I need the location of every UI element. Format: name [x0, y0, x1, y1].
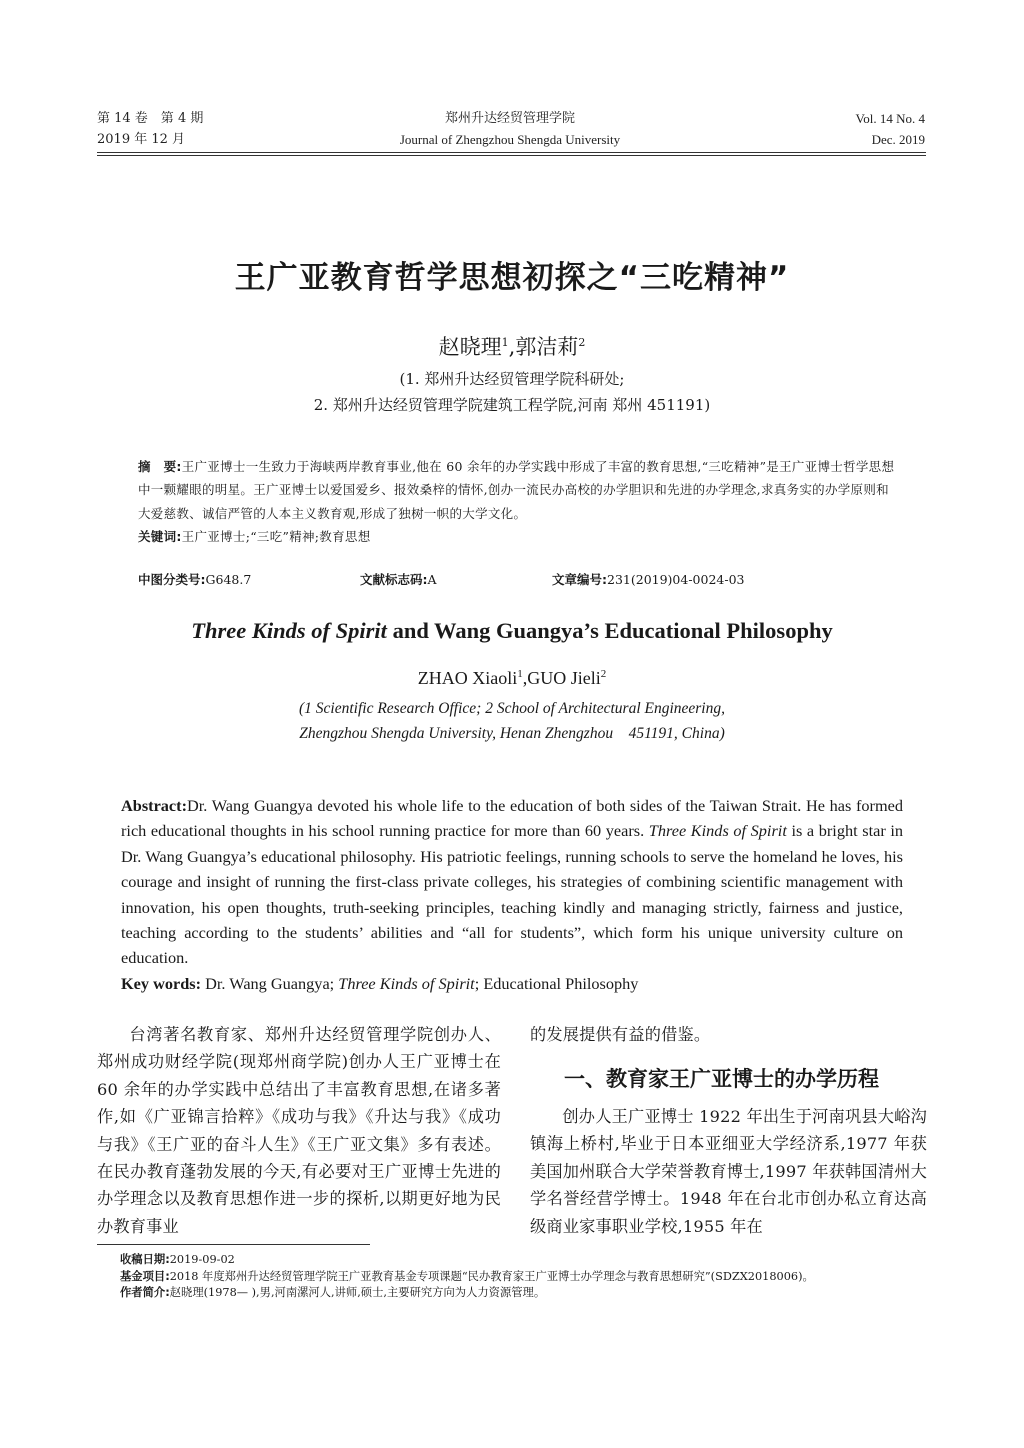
article-title-en-rest: and Wang Guangya’s Educational Philosophy — [386, 618, 833, 643]
author-2-en-sup: 2 — [600, 668, 607, 680]
received-value: 2019-09-02 — [169, 1253, 235, 1266]
keywords-cn-text: 王广亚博士;“三吃”精神;教育思想 — [181, 528, 371, 544]
affiliation-en-line2: Zhengzhou Shengda University, Henan Zhengzhou 451191, China) — [299, 725, 725, 742]
header-volume-block — [97, 108, 203, 150]
author-separator-cn: , — [508, 335, 516, 359]
header-rule-top — [97, 152, 926, 153]
author-bio-value: 赵晓理(1978— ),男,河南漯河人,讲师,硕士,主要研究方向为人力资源管理。 — [169, 1286, 546, 1299]
affiliation-cn-line1: (1. 郑州升达经贸管理学院科研处; — [399, 370, 625, 388]
document-code — [360, 570, 437, 590]
footnote-received — [120, 1252, 930, 1269]
header-journal-block — [300, 108, 720, 150]
keywords-en-k1: Dr. Wang Guangya; — [205, 973, 339, 993]
article-title-en — [0, 618, 1024, 644]
affiliation-cn-line2: 2. 郑州升达经贸管理学院建筑工程学院,河南 郑州 451191) — [313, 396, 711, 414]
clc-number — [138, 570, 251, 590]
section-heading: 一、教育家王广亚博士的办学历程 — [564, 1067, 879, 1091]
abstract-en-label: Abstract: — [121, 796, 188, 815]
keywords-en-k2: Three Kinds of Spirit — [338, 973, 475, 993]
author-2-cn-sup: 2 — [578, 336, 586, 349]
affiliation-en-line1: (1 Scientific Research Office; 2 School of Architectural Engineering, — [299, 700, 725, 717]
footnote-author — [120, 1285, 930, 1302]
header-journal-cn: 郑州升达经贸管理学院 — [444, 111, 575, 126]
clc-label: 中图分类号: — [138, 572, 206, 587]
footnote-fund — [120, 1269, 930, 1286]
article-number — [552, 570, 745, 590]
abstract-en — [121, 793, 903, 996]
keywords-cn-label: 关键词: — [138, 528, 182, 544]
abstract-cn — [138, 455, 896, 548]
body-right-continuation: 的发展提供有益的借鉴。 — [530, 1025, 711, 1044]
keywords-en-label: Key words: — [121, 973, 202, 993]
abstract-en-italic: Three Kinds of Spirit — [648, 821, 787, 841]
doc-code-value: A — [427, 572, 437, 587]
author-2-cn: 郭洁莉 — [515, 335, 579, 359]
doc-code-label: 文献标志码: — [360, 572, 428, 587]
footnotes — [120, 1252, 930, 1302]
authors-en — [0, 668, 1024, 689]
header-volume-en: Vol. 14 No. 4 — [855, 111, 925, 126]
keywords-en — [121, 971, 903, 996]
article-number-label: 文章编号: — [552, 572, 607, 587]
author-2-en: GUO Jieli — [527, 668, 601, 688]
header-volume-cn: 第 14 卷 第 4 期 — [97, 111, 204, 126]
fund-value: 2018 年度郑州升达经贸管理学院王广亚教育基金专项课题“民办教育家王广亚博士办学理念与教育思想研究”(SDZX2018006)。 — [169, 1269, 814, 1283]
article-number-value: 231(2019)04-0024-03 — [607, 572, 745, 587]
author-1-cn-sup: 1 — [501, 336, 509, 349]
abstract-cn-text: 王广亚博士一生致力于海峡两岸教育事业,他在 60 余年的办学实践中形成了丰富的教育思想,“三吃精神”是王广亚博士哲学思想中一颗耀眼的明星。王广亚博士以爱国爱乡、报效桑梓的情怀,创办一流民办高校的办学胆识和先进的办学理念,求真务实的办学原则和大爱慈教、诚信严管的人本主义教育观,形成了独树一帜的大学文化。 — [138, 459, 895, 521]
author-1-en: ZHAO Xiaoli — [417, 668, 518, 688]
keywords-en-k3: ; Educational Philosophy — [474, 973, 639, 993]
abstract-cn-label: 摘 要: — [138, 459, 182, 474]
footnote-rule — [97, 1244, 370, 1245]
header-date-en: Dec. 2019 — [871, 132, 925, 147]
abstract-en-body — [121, 793, 903, 971]
body-right-paragraph: 创办人王广亚博士 1922 年出生于河南巩县大峪沟镇海上桥村,毕业于日本亚细亚大学经济系,1977 年获美国加州联合大学荣誉教育博士,1997 年获韩国清州大学名誉经营学博士。1948 年在台北市创办私立育达高级商业家事职业学校,1955 年在 — [530, 1107, 927, 1236]
author-1-en-sup: 1 — [517, 668, 523, 680]
keywords-cn — [138, 525, 896, 548]
article-title-en-italic: Three Kinds of Spirit — [191, 618, 387, 643]
body-left-paragraph: 台湾著名教育家、郑州升达经贸管理学院创办人、郑州成功财经学院(现郑州商学院)创办人王广亚博士在 60 余年的办学实践中总结出了丰富教育思想,在诸多著作,如《广亚锦言拾粹》《成功与我》《升达与我》《成功与我》《王广亚的奋斗人生》《王广亚文集》多有表述。在民办教育蓬勃发展的今天,有必要对王广亚博士先进的办学理念以及教育思想作进一步的探析,以期更好地为民办教育事业 — [97, 1025, 501, 1236]
author-1-cn: 赵晓理 — [438, 335, 502, 359]
author-bio-label: 作者简介: — [120, 1286, 170, 1299]
authors-cn — [0, 331, 1024, 361]
header-date-cn: 2019 年 12 月 — [97, 132, 186, 147]
received-label: 收稿日期: — [120, 1253, 170, 1266]
clc-value: G648.7 — [205, 572, 252, 587]
article-title-cn: 王广亚教育哲学思想初探之“三吃精神” — [234, 260, 790, 296]
header-journal-en: Journal of Zhengzhou Shengda University — [399, 132, 621, 147]
author-separator-en: , — [522, 668, 528, 688]
abstract-en-part1: Dr. Wang Guangya devoted his whole life to the education of both sides of the Taiwan Strait. He has formed rich educational thoughts in his school running practice for more than 60 years. — [121, 796, 903, 841]
fund-label: 基金项目: — [120, 1269, 170, 1283]
abstract-en-part2: is a bright star in Dr. Wang Guangya’s educational philosophy. His patriotic feelings, running schools to serve the homeland he loves, his courage and insight of running the first-class private colleges, his strategies of combining scientific management with innovation, his open thoughts, truth-seeking principles, teaching kindly and managing strictly, fairness and justice, teaching according to the students’ abilities and “all for students”, which form his unique university culture on education. — [121, 821, 904, 968]
header-rule-bottom — [97, 155, 926, 156]
header-volume-en-block — [856, 108, 925, 150]
